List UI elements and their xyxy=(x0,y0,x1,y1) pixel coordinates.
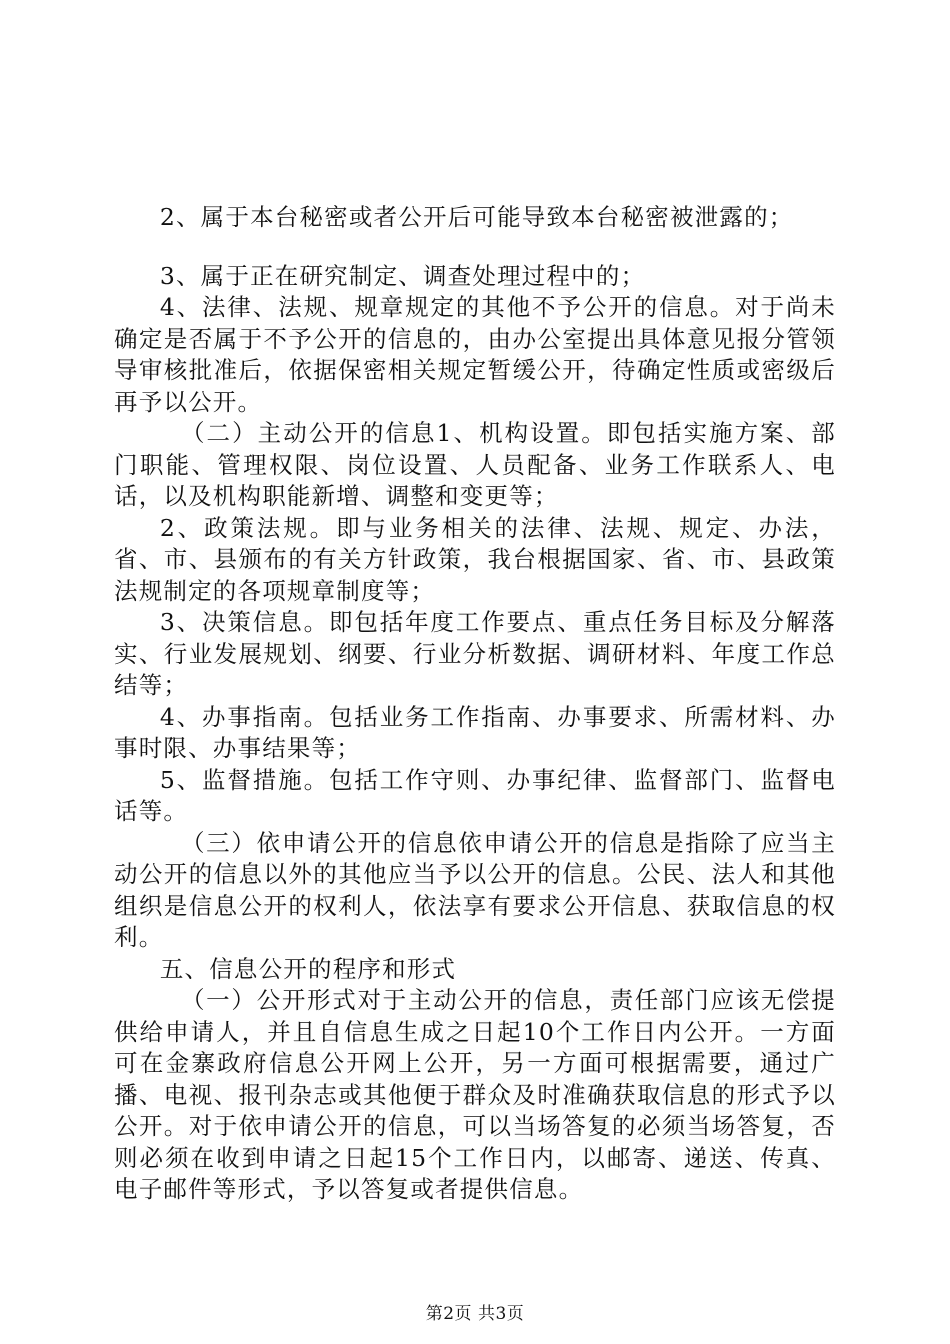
section-heading-active-disclosure: （二）主动公开的信息1、机构设置。即包括实施方案、部门职能、管理权限、岗位设置、人员配备、业务工作联系人、电话，以及机构职能新增、调整和变更等； xyxy=(114,419,836,510)
document-body xyxy=(114,202,836,1206)
paragraph-supervision: 5、监督措施。包括工作守则、办事纪律、监督部门、监督电话等。 xyxy=(114,765,836,825)
section-heading-on-request: （三）依申请公开的信息依申请公开的信息是指除了应当主动公开的信息以外的其他应当予以公开的信息。公民、法人和其他组织是信息公开的权利人，依法享有要求公开信息、获取信息的权利。 xyxy=(114,828,836,951)
paragraph-policy-regulations: 2、政策法规。即与业务相关的法律、法规、规定、办法，省、市、县颁布的有关方针政策，我台根据国家、省、市、县政策法规制定的各项规章制度等； xyxy=(114,513,836,605)
paragraph-service-guide: 4、办事指南。包括业务工作指南、办事要求、所需材料、办事时限、办事结果等； xyxy=(114,702,836,762)
section-heading-procedure: 五、信息公开的程序和形式 xyxy=(159,954,457,983)
paragraph-decision-info: 3、决策信息。即包括年度工作要点、重点任务目标及分解落实、行业发展规划、纲要、行业分析数据、调研材料、年度工作总结等； xyxy=(114,608,836,699)
paragraph-disclosure-form: （一）公开形式对于主动公开的信息，责任部门应该无偿提供给申请人，并且自信息生成之日起10个工作日内公开。一方面可在金寨政府信息公开网上公开，另一方面可根据需要，通过广播、电视、报刊杂志或其他便于群众及时准确获取信息的形式予以公开。对于依申请公开的信息，可以当场答复的必须当场答复，否则必须在收到申请之日起15个工作日内，以邮寄、递送、传真、电子邮件等形式，予以答复或者提供信息。 xyxy=(114,986,836,1203)
paragraph-item-3: 3、属于正在研究制定、调查处理过程中的； xyxy=(159,261,646,290)
paragraph-item-4: 4、法律、法规、规章规定的其他不予公开的信息。对于尚未确定是否属于不予公开的信息的，由办公室提出具体意见报分管领导审核批准后，依据保密相关规定暂缓公开，待确定性质或密级后再予以公开。 xyxy=(114,293,836,416)
paragraph-item-2: 2、属于本台秘密或者公开后可能导致本台秘密被泄露的； xyxy=(159,203,794,231)
page-footer: 第2页 共3页 xyxy=(425,1304,525,1324)
